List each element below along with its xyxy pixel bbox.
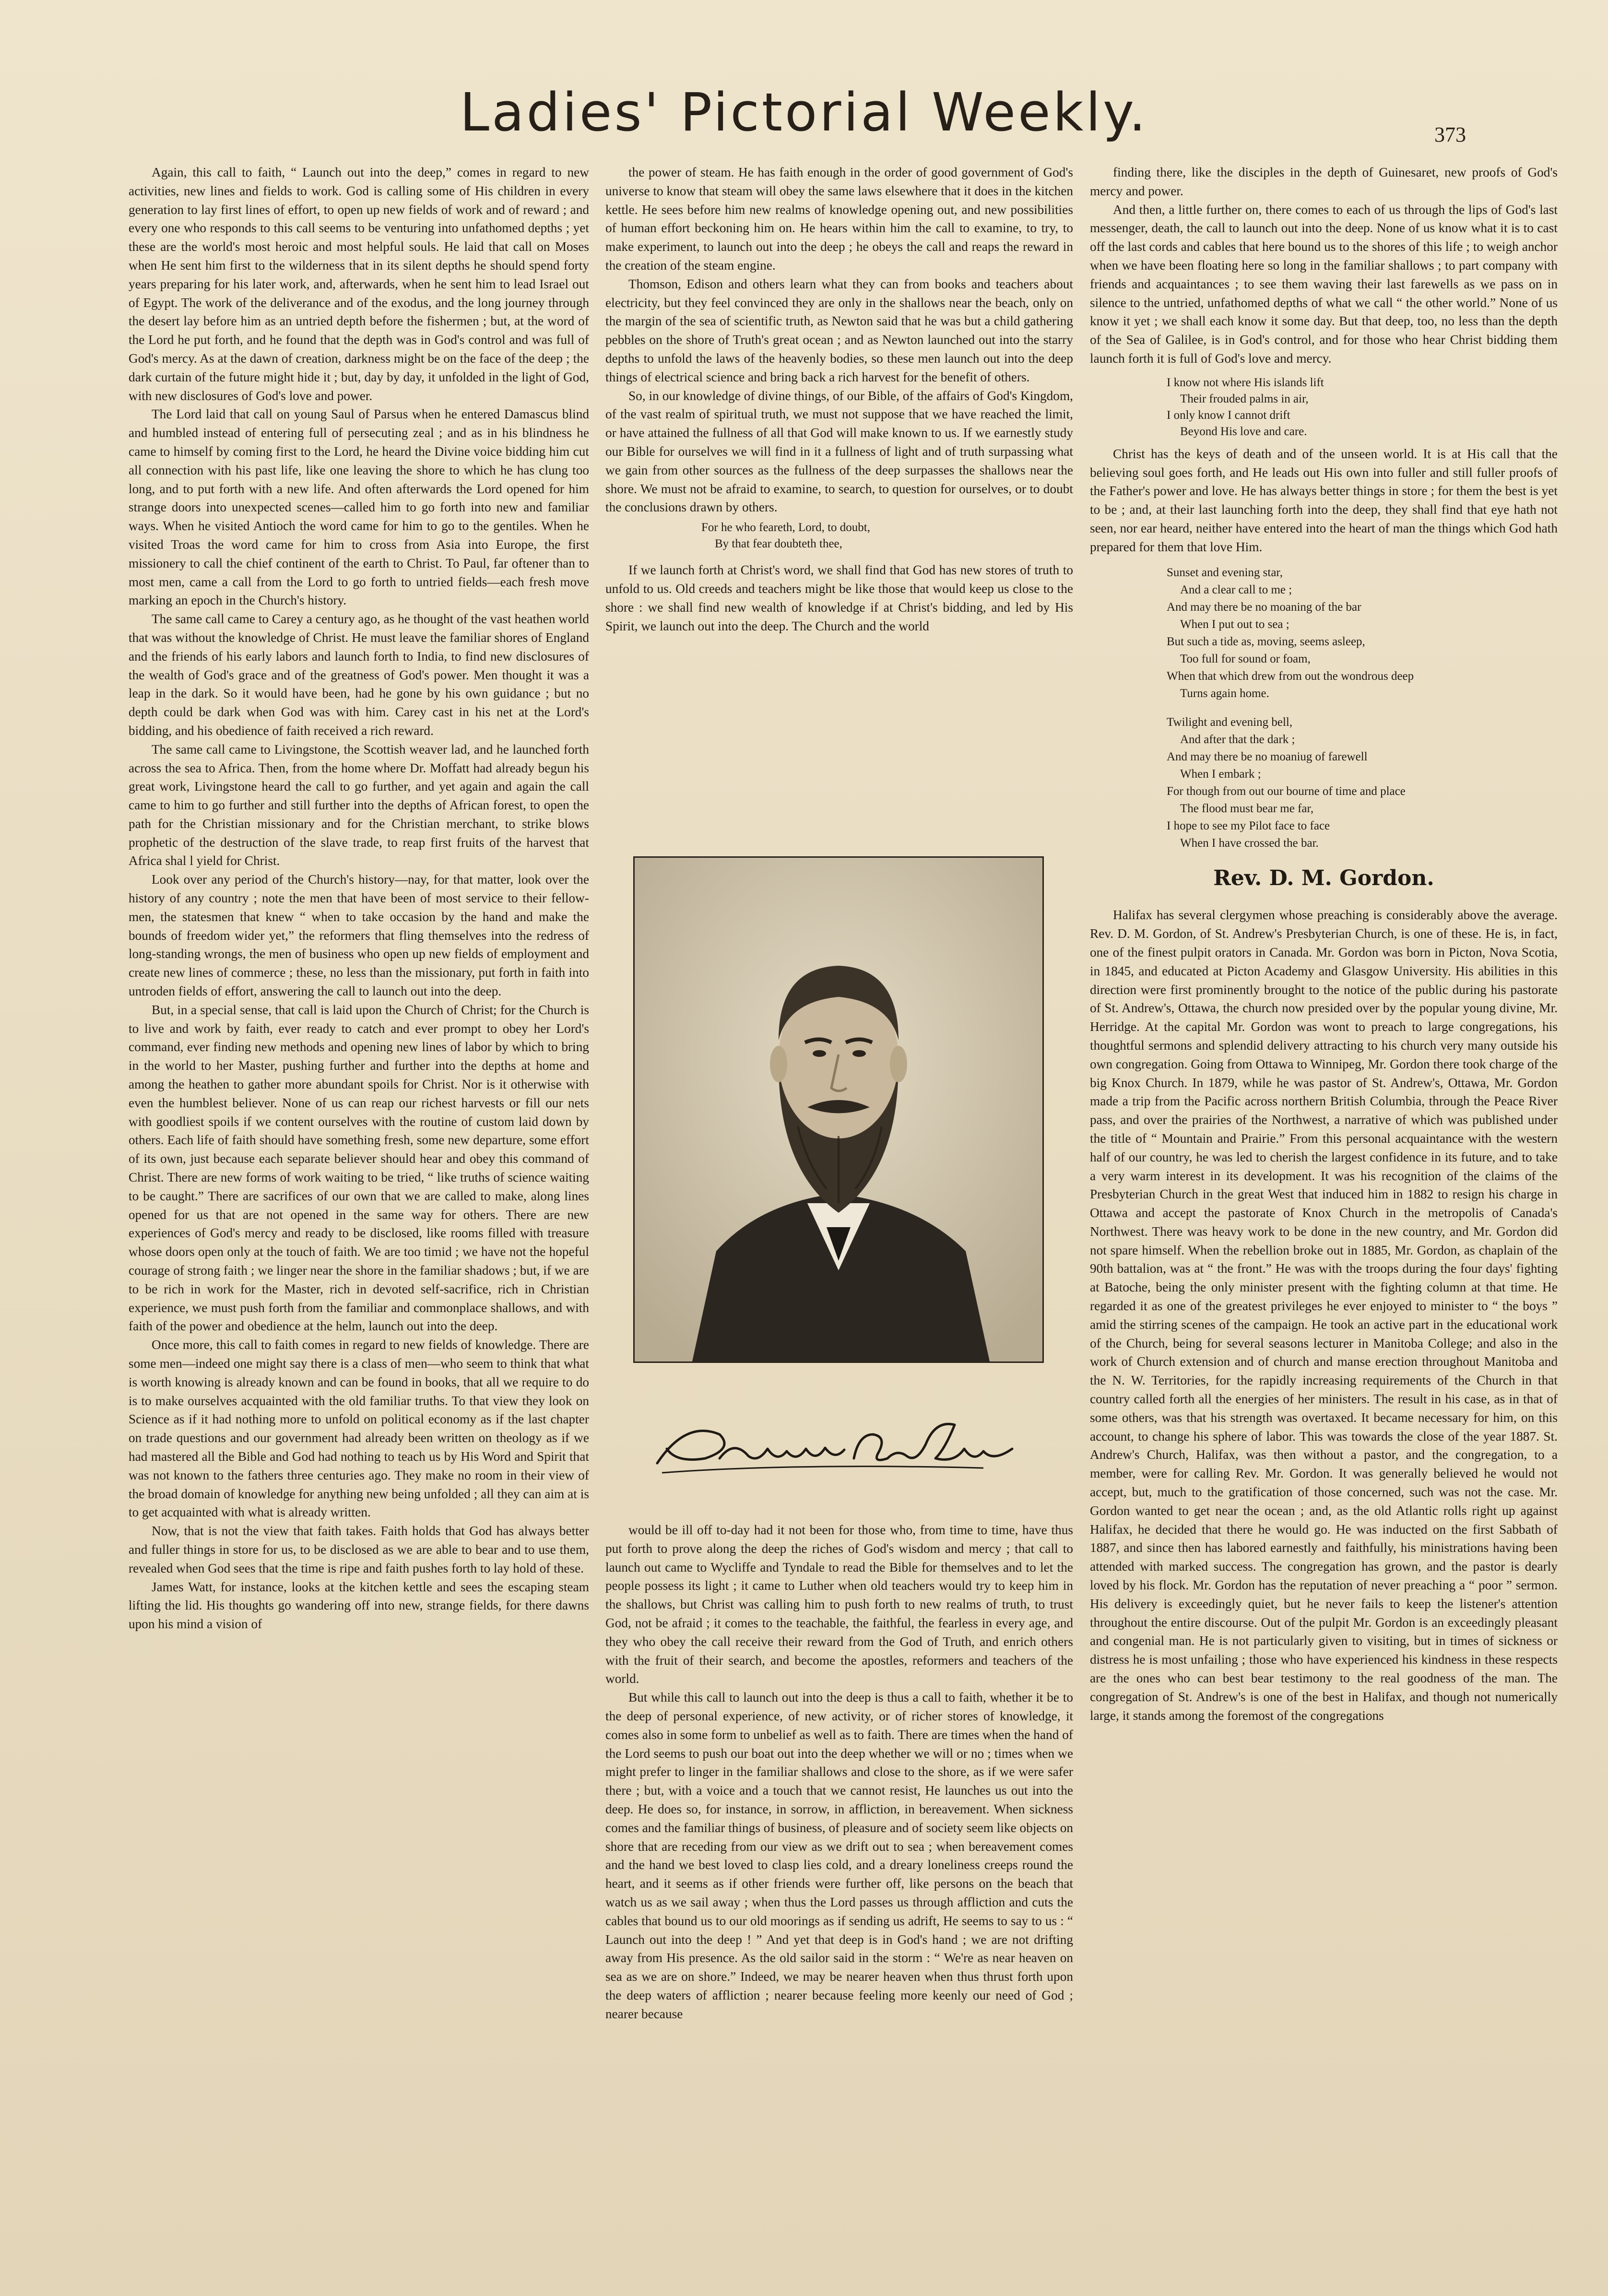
- poem-line: And may there be no moaniug of farewell: [1167, 750, 1368, 763]
- signature-mark: [648, 1391, 1031, 1487]
- masthead-title: Ladies' Pictorial Weekly.: [460, 82, 1148, 143]
- column-2-upper-text: [605, 163, 1073, 835]
- column-2-lower-text: [605, 1521, 1073, 2284]
- paragraph: Look over any period of the Church's history—nay, for that matter, look over the history of any country ; note the men that have been of most service to their fellow-men, the statesmen that knew “ when to take occasion by the hand and make the bounds of freedom wider yet,” the reformers that fling themselves into the redress of long-standing wrongs, the men of business who open up new fields of employment and create new lines of commerce ; these, no less than the missionary, put forth in faith into untroden fields of effort, answering the call to launch out into the deep.: [129, 872, 589, 999]
- paragraph: Thomson, Edison and others learn what they can from books and teachers about electricity, but they feel convinced they are only in the shallows near the beach, only on the margin of the sea of scientific truth, as Newton said that he was but a child gathering pebbles on the shore of Truth's great ocean ; and as Newton launched out into the starry depths to unfold the laws of the heavenly bodies, so these men launch out into the deep things of electrical science and bring back a rich harvest for the benefit of others.: [605, 276, 1073, 384]
- crossing-the-bar-poem: [1167, 564, 1558, 852]
- signature: [648, 1391, 1031, 1487]
- poem-quote: [701, 520, 1073, 552]
- poem-line: I know not where His islands lift: [1167, 376, 1324, 389]
- paragraph: Once more, this call to faith comes in regard to new fields of knowledge. There are some men—indeed one might say there is a class of men—who seem to think that what is worth knowing is already known and can be found in books, that all we require to do is to make ourselves acquainted with the old familiar truths. To that view they look on Science as if it had nothing more to unfold on political economy as if the last chapter on trade questions and our government had already been written on theology as if we had mastered all the Bible and God had nothing to teach us by His Word and Spirit that was not known to the fathers three centuries ago. They make no room in their view of the broad domain of knowledge for anything new being unfolded ; all they can aim at is to get acquainted with what is already written.: [129, 1337, 589, 1520]
- page-number: 373: [1434, 123, 1466, 146]
- paragraph: But while this call to launch out into the deep is thus a call to faith, whether it be to the deep of personal experience, of new activity, or of richer stores of knowledge, it comes also in some form to unbelief as well as to faith. There are times when the hand of the Lord seems to push our boat out into the deep whether we will or no ; times when we might prefer to linger in the familiar shallows and close to the shore, as if we were safer there ; but, with a voice and a touch that we cannot resist, He launches us out into the deep. He does so, for instance, in sorrow, in affliction, in bereavement. When sickness comes and the familiar things of business, of pleasure and of society seem like objects on shore that are receding from our view as we drift out to sea ; when bereavement comes and the hand we best loved to clasp lies cold, and a dreary loneliness creeps round the heart, and it seems as if other friends were further off, like persons on the beach that watch us as we sail away ; when thus the Lord passes us through affliction and cuts the cables that bound us to our old moorings as if sending us adrift, He seems to say to us : “ Launch out into the deep ! ” And yet that deep is in God's hand ; we are not drifting away from His presence. As the old sailor said in the storm : “ We're as near heaven on sea as we are on shore.” Indeed, we may be nearer heaven when thus thrust forth upon the deep waters of affliction ; nearer because feeling more keenly our need of God ; nearer because: [605, 1690, 1073, 2021]
- column-1: [129, 163, 589, 2284]
- paragraph: finding there, like the disciples in the depth of Guinesaret, new proofs of God's mercy and power.: [1090, 165, 1558, 198]
- paragraph: But, in a special sense, that call is laid upon the Church of Christ; for the Church is to live and work by faith, ever ready to catch and ever prompt to obey her Lord's command, ever finding new methods and opening new lines of labor by which to bring in the world to her Master, pushing further and further into the depths at home and among the heathen to gather more abundant spoils for Christ. Nor is it otherwise with even the humblest believer. None of us can reap our richest harvests or fill our nets with goodliest spoils if we content ourselves with the routine of custom laid down by others. Each life of faith should have something fresh, some new departure, some effort of its own, just because each separate believer should hear and obey this command of Christ. There are new forms of work waiting to be tried, “ like truths of science waiting to be caught.” There are sacrifices of our own that we are called to make, along lines opened for us that are not opened in the same way for others. There are new experiences of God's mercy and ready to be disclosed, like rooms filled with treasure whose doors open only at the touch of faith. We are too timid ; we have not the hopeful courage of strong faith ; we linger near the shore in the familiar shadows ; but, if we are to be rich in work for the Master, rich in devoted self-sacrifice, rich in Christian experience, we must push forth from the familiar and commonplace shallows, and with faith of the power and obedience at the helm, launch out into the deep.: [129, 1002, 589, 1334]
- paragraph: The same call came to Livingstone, the Scottish weaver lad, and he launched forth across the sea to Africa. Then, from the home where Dr. Moffatt had already begun his great work, Livingstone heard the call to go further, and yet again and again the call came to him to go further and still further into the depths of African forest, to open the path for the Christian missionary and for the Christian merchant, to strike blows prophetic of the destruction of the slave trade, to reap first fruits of the harvest that Africa shal l yield for Christ.: [129, 742, 589, 868]
- paragraph: And then, a little further on, there comes to each of us through the lips of God's last messenger, death, the call to launch out into the deep. None of us know what it is to cast off the last cords and cables that here bound us to the shores of this life ; to weigh anchor when we have been floating here so long in the familiar shallows ; to part company with friends and acquaintances ; to see them waving their last farewells as we pass on in silence to the untried, unfathomed depths of what we call “ the other world.” None of us know it yet ; we shall each know it some day. But that deep, too, no less than the depth of the Sea of Galilee, is in God's control, and for those who hear Christ bidding them launch forth it is full of God's love and mercy.: [1090, 202, 1558, 366]
- poem-line: And after that the dark ;: [1180, 733, 1295, 746]
- paragraph: Now, that is not the view that faith takes. Faith holds that God has always better and fuller things in store for us, to be disclosed as we are able to bear and to use them, revealed when God sees that the time is ripe and faith pushes forth to lay hold of these.: [129, 1524, 589, 1575]
- poem-line: By that fear doubteth thee,: [715, 537, 842, 551]
- paragraph: James Watt, for instance, looks at the kitchen kettle and sees the escaping steam lifting the lid. His thoughts go wandering off into new, strange fields, for there dawns upon his mind a vision of: [129, 1579, 589, 1632]
- column-3: [1090, 163, 1558, 2284]
- poem-line: The flood must bear me far,: [1180, 802, 1314, 815]
- portrait-photo: [633, 856, 1044, 1363]
- paragraph: Halifax has several clergymen whose preaching is considerably above the average. Rev. D. M. Gordon, of St. Andrew's Presbyterian Church, is one of these. He is, in fact, one of the finest pulpit orators in Canada. Mr. Gordon was born in Picton, Nova Scotia, in 1845, and educated at Picton Academy and Glasgow University. His abilities in this direction were first prominently brought to the notice of the public during his pastorate of St. Andrew's, Ottawa, the church now presided over by the popular young divine, Mr. Herridge. At the capital Mr. Gordon was wont to preach to large congregations, his thoughtful sermons and splendid delivery attracting to his church very many outside his own congregation. Going from Ottawa to Winnipeg, Mr. Gordon there took charge of the big Knox Church. In 1879, while he was pastor of St. Andrew's, Ottawa, Mr. Gordon made a trip from the Pacific across northern British Columbia, through the Peace River pass, and over the prairies of the Northwest, a narrative of which was published under the title of “ Mountain and Prairie.” From this personal acquaintance with the western half of our country, he was led to cherish the largest confidence in its future, and to take a very warm interest in its development. It was his recognition of the claims of the Presbyterian Church in the great West that induced him in 1882 to resign his charge in Ottawa and accept the pastorate of Knox Church in the metropolis of Canada's Northwest. There was heavy work to be done in the new country, and Mr. Gordon did not spare himself. When the rebellion broke out in 1885, Mr. Gordon, as chaplain of the 90th battalion, was at “ the front.” He was with the troops during the four days' fighting at Batoche, being the only minister present with the fighting column at that time. He regarded it as one of the greatest privileges he ever enjoyed to minister to “ the boys ” amid the stirring scenes of the campaign. He took an active part in the educational work of the Church, being for several seasons lecturer in Manitoba College; and also in the work of Church extension and of church and manse erection throughout Manitoba and the N. W. Territories, for the rapidly increasing requirements of the Church in that country called forth all the energies of her ministers. The result in his case, as in that of some others, was that his strength was overtaxed. It became necessary for him, on this account, to change his sphere of labor. This was towards the close of the year 1887. St. Andrew's Church, Halifax, was then without a pastor, and the congregation, to a member, were for calling Rev. Mr. Gordon. It was generally believed he would not accept, but, much to the gratification of those concerned, such was not the case. Mr. Gordon wanted to get near the ocean ; and, as the old Atlantic rolls right up against Halifax, he decided that there he would go. He was inducted on the first Sabbath of 1887, and since then has labored earnestly and faithfully, his ministrations having been attended with marked success. The congregation has grown, and the pastor is dearly loved by his flock. Mr. Gordon has the reputation of never preaching a “ poor ” sermon. His delivery is exceedingly quiet, but he never fails to keep the listener's attention throughout the entire discourse. Out of the pulpit Mr. Gordon is an exceedingly pleasant and congenial man. He is not particularly given to visiting, but in times of sickness or distress he is most unfailing ; those who have experienced his kindness in these respects are the ones who can best bear testimony to the real goodness of the man. The congregation of St. Andrew's is one of the best in Halifax, and though not numerically large, it stands among the foremost of the congregations: [1090, 908, 1558, 1723]
- poem-line: When that which drew from out the wondrous deep: [1167, 669, 1414, 683]
- poem-line: Their frouded palms in air,: [1180, 392, 1309, 405]
- poem-line: But such a tide as, moving, seems asleep,: [1167, 635, 1365, 648]
- poem-line: Turns again home.: [1180, 686, 1269, 700]
- paragraph: Again, this call to faith, “ Launch out into the deep,” comes in regard to new activities, new lines and fields to work. God is calling some of His children in every generation to lay first lines of effort, to open up new fields of work and of reward ; and every one who responds to this call seems to be venturing into unfathomed depths ; yet these are the world's most heroic and most helpful souls. He laid that call on Moses when He sent him first to the wilderness that in its silent depths he should spend forty years preparing for his later work, and, afterwards, when he sent him to lead Israel out of Egypt. The work of the deliverance and of the exodus, and the long journey through the desert lay before him as an untried depth before the fishermen ; but, at the word of the Lord he put forth, and he found that the depth was in God's control and was full of God's mercy. As at the dawn of creation, darkness might be on the face of the deep ; the dark curtain of the future might hide it ; but, day by day, it unfolded in the light of God, with new disclosures of God's love and power.: [129, 165, 589, 403]
- poem-line: And a clear call to me ;: [1180, 583, 1292, 596]
- paragraph: would be ill off to-day had it not been for those who, from time to time, have thus put forth to prove along the deep the riches of God's wisdom and mercy ; that call to launch out came to Wycliffe and Tyndale to read the Bible for themselves and to let the people possess its light ; it came to Luther when old teachers would try to keep him in the shallows, but Christ was calling him to push forth to new realms of truth, to trust God, not be afraid ; it comes to the teachable, the faithful, the fearless in every age, and they who obey the call receive their reward from the God of Truth, and enrich others with the fruit of their search, and become the apostles, reformers and teachers of the world.: [605, 1523, 1073, 1686]
- paragraph: So, in our knowledge of divine things, of our Bible, of the affairs of God's Kingdom, of the vast realm of spiritual truth, we must not suppose that we have reached the limit, or have attained the fullness of all that God will make known to us. If we earnestly study our Bible for ourselves we will find in it a fullness of light and of truth surpassing what we gain from other sources as the fullness of the deep surpasses the shallows near the shore. We must not be afraid to examine, to search, to question for ourselves, or to doubt the conclusions drawn by others.: [605, 388, 1073, 515]
- poem-line: Beyond His love and care.: [1180, 425, 1307, 438]
- poem-line: I only know I cannot drift: [1167, 408, 1290, 422]
- poem-line: When I have crossed the bar.: [1180, 836, 1319, 850]
- paragraph: The Lord laid that call on young Saul of Parsus when he entered Damascus blind and humbled instead of entering full of persecuting zeal ; and as in his blindness he came to himself by coming first to the Lord, he heard the Divine voice bidding him cut all connection with his past life, like one leaving the shore to which he has clung too long, and to put forth with a new life. And often afterwards the Lord opened for him strange doors into unexpected scenes—called him to go forth into new and familiar ways. When he visited Antioch the word came for him to go to the gentiles. When he visited Troas the word came for him to cross from Asia into Europe, the first missionery to call the chief continent of the earth to Christ. To Paul, far oftener than to most men, came a call from the Lord to go forth to untried fields—each fresh move marking an epoch in the Church's history.: [129, 407, 589, 608]
- poem-line: Too full for sound or foam,: [1180, 652, 1311, 665]
- poem-line: For he who feareth, Lord, to doubt,: [701, 521, 871, 534]
- paragraph: Christ has the keys of death and of the unseen world. It is at His call that the believing soul goes forth, and He leads out His own into fuller and still fuller proofs of the Father's power and love. He has always better things in store ; for them the best is yet to be ; and, at their last launching forth into the deep, they shall find that eye hath not seen, nor ear heard, neither have entered into the heart of man the things which God hath prepared for them that love Him.: [1090, 446, 1558, 554]
- paragraph: The same call came to Carey a century ago, as he thought of the vast heathen world that was without the knowledge of Christ. He must leave the familiar shores of England and the friends of his early labors and launch forth to India, to find new disclosures of the wealth of God's grace and of the greatness of God's power. Men thought it was a leap in the dark. So it would have been, had he gone by his own guidance ; but no depth could be dark when God was with him. Carey cast in his net at the Lord's bidding, and his obedience of faith received a rich reward.: [129, 612, 589, 738]
- poem-line: I hope to see my Pilot face to face: [1167, 819, 1330, 832]
- paragraph: If we launch forth at Christ's word, we shall find that God has new stores of truth to unfold to us. Old creeds and teachers might be like those that would keep us close to the shore : we shall find new wealth of knowledge if at Christ's bidding, and led by His Spirit, we launch out into the deep. The Church and the world: [605, 563, 1073, 633]
- poem-line: When I embark ;: [1180, 767, 1261, 781]
- poem-line: For though from out our bourne of time and place: [1167, 784, 1406, 798]
- poem-line: Sunset and evening star,: [1167, 566, 1283, 579]
- poem-line: When I put out to sea ;: [1180, 617, 1289, 631]
- poem-line: Twilight and evening bell,: [1167, 715, 1293, 729]
- portrait-engraving: [635, 858, 1042, 1361]
- poem-quote: [1167, 375, 1558, 440]
- poem-line: And may there be no moaning of the bar: [1167, 600, 1361, 614]
- section-heading: Rev. D. M. Gordon.: [1213, 865, 1434, 890]
- paragraph: the power of steam. He has faith enough in the order of good government of God's universe to know that steam will obey the same laws elsewhere that it does in the kitchen kettle. He sees before him new realms of knowledge opening out, and new possibilities of human effort beckoning him on. He hears within him the call to examine, to try, to make experiment, to launch out into the deep ; he obeys the call and reaps the reward in the creation of the steam engine.: [605, 165, 1073, 272]
